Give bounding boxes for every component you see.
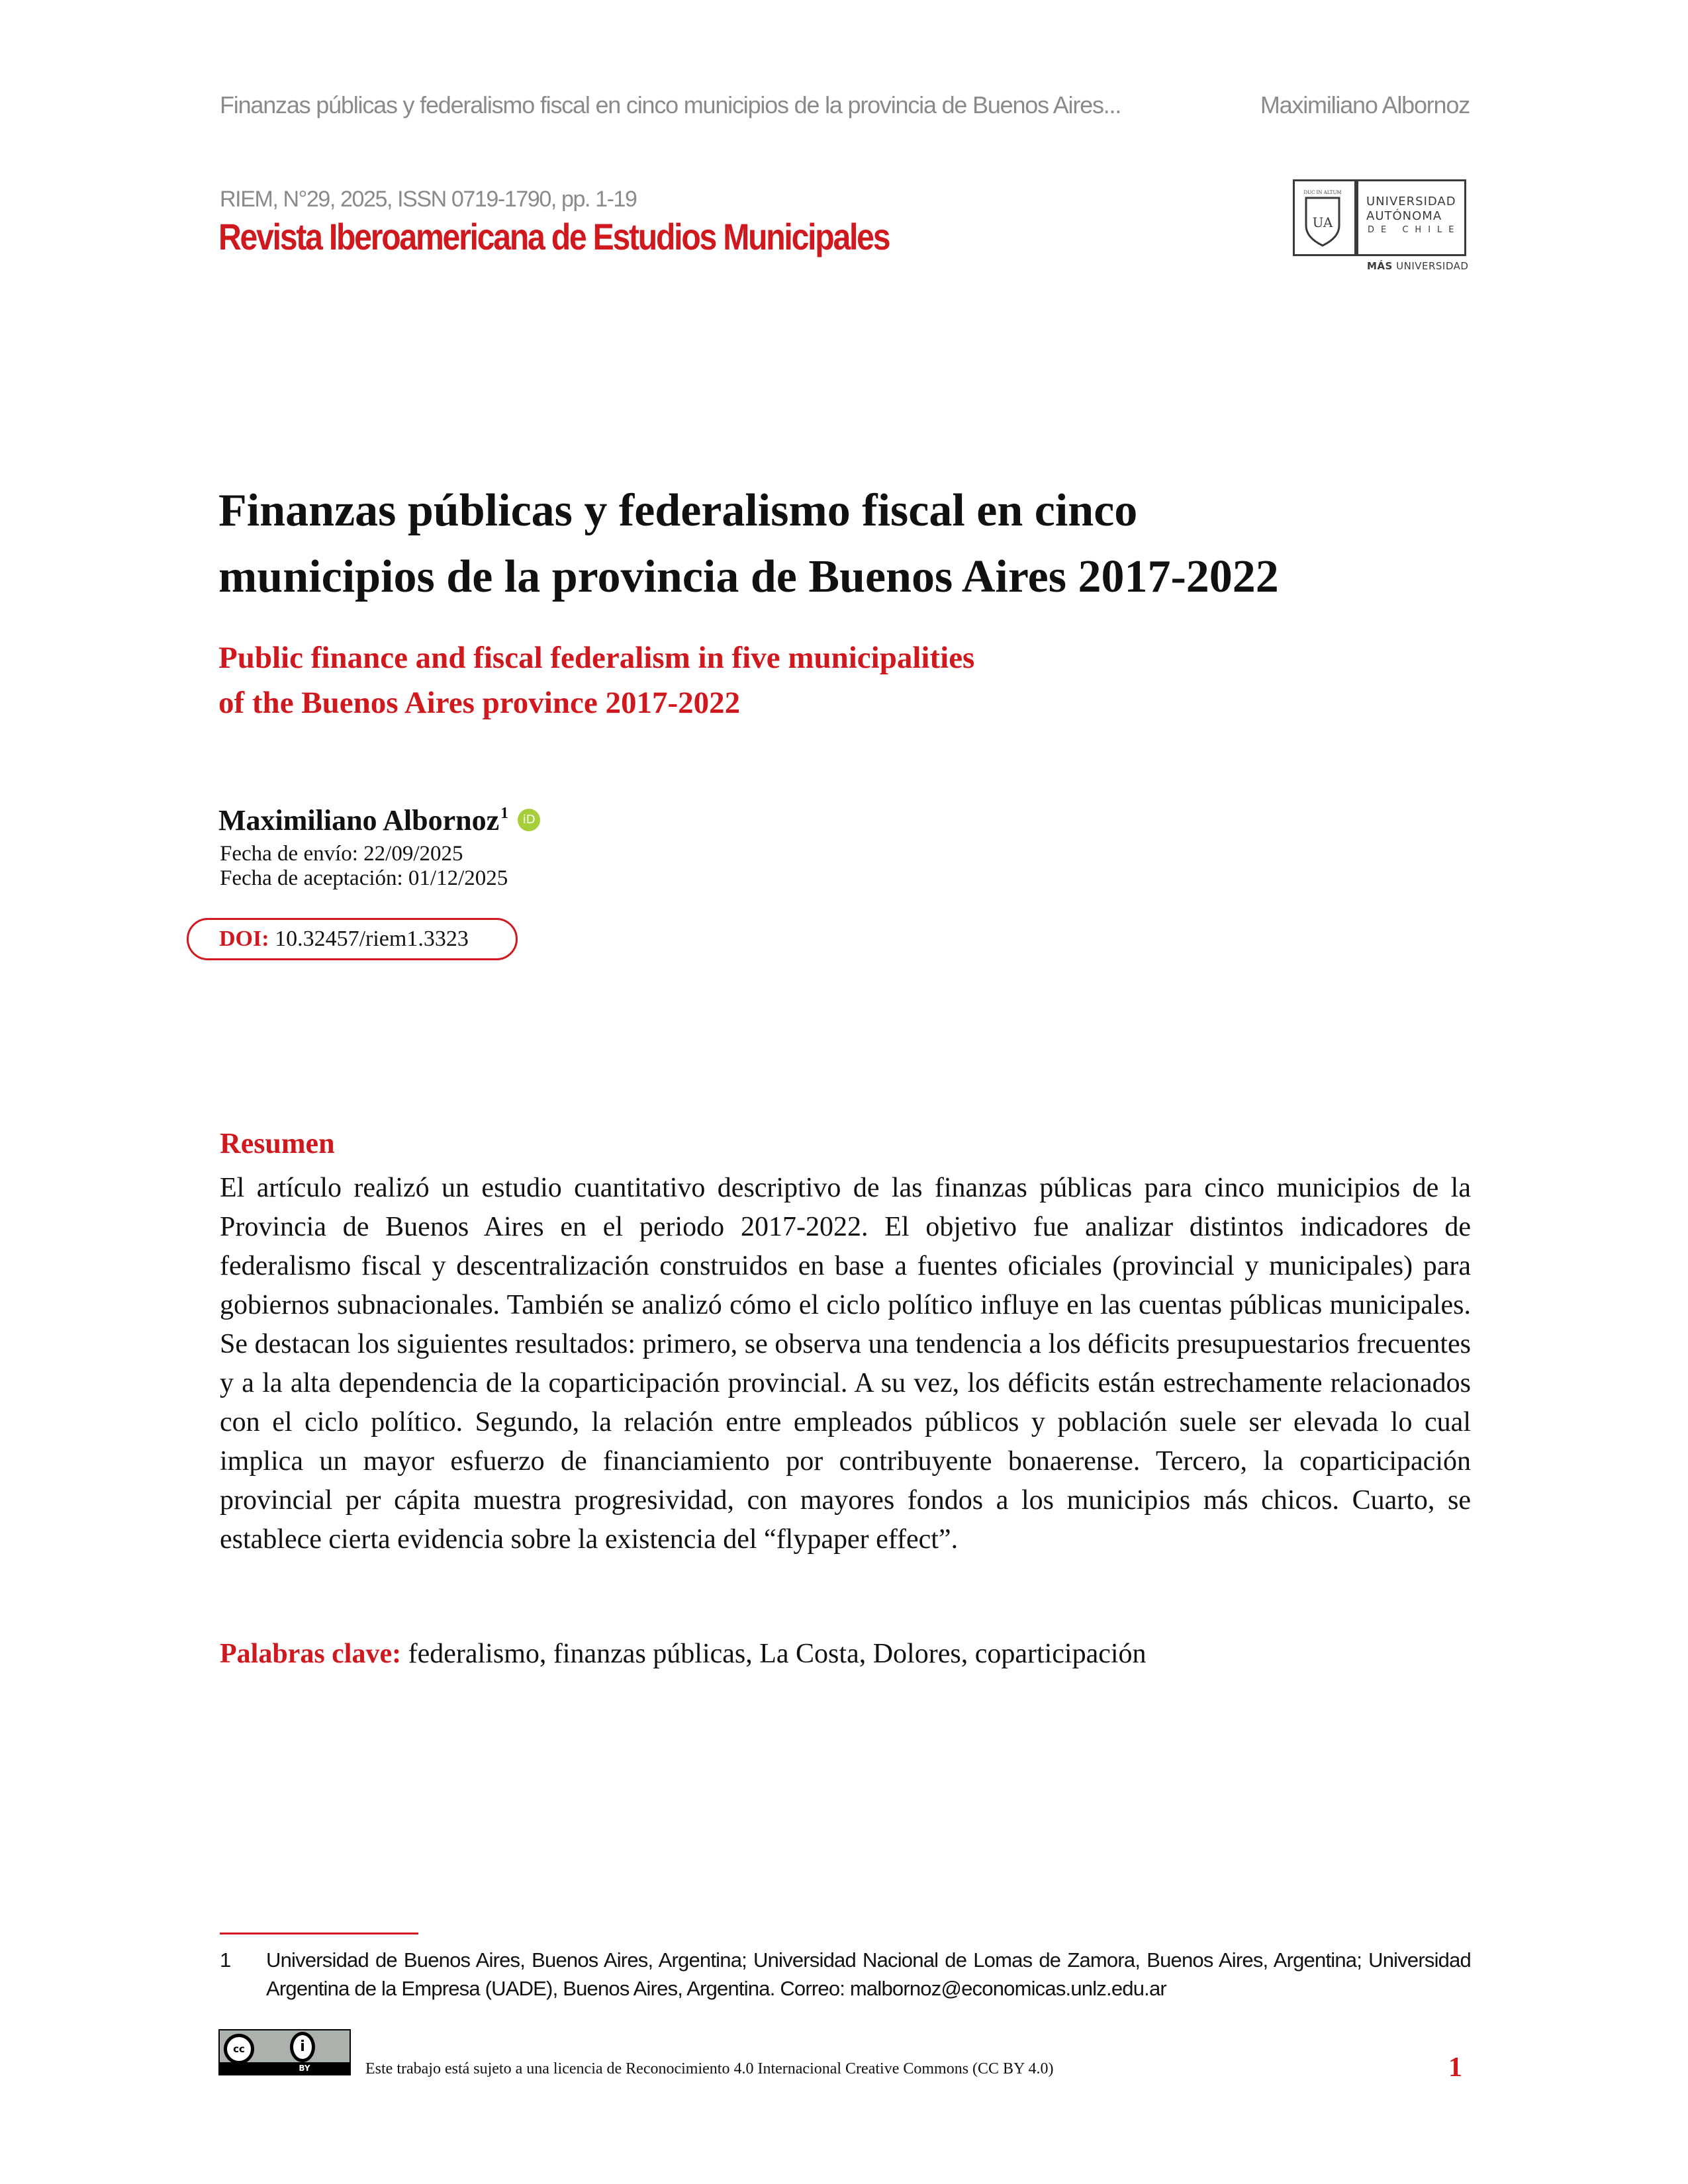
title-es-line1: Finanzas públicas y federalismo fiscal en cinco (218, 485, 1138, 536)
journal-meta: RIEM, N°29, 2025, ISSN 0719-1790, pp. 1-19 (220, 187, 637, 212)
university-name-line1: UNIVERSIDAD (1366, 195, 1456, 208)
running-header (220, 91, 1470, 124)
cc-by-badge[interactable] (218, 2029, 351, 2075)
footnote-number: 1 (220, 1948, 231, 1972)
author-footnote-mark[interactable]: 1 (500, 805, 509, 822)
keywords-list: federalismo, finanzas públicas, La Costa, Dolores, coparticipación (408, 1639, 1147, 1669)
tagline-rest: UNIVERSIDAD (1396, 260, 1469, 272)
submitted-date: Fecha de envío: 22/09/2025 (220, 842, 463, 866)
license-text: Este trabajo está sujeto a una licencia de Reconocimiento 4.0 Internacional Creative Commons (CC BY 4.0) (365, 2060, 1054, 2077)
cc-icon: cc (224, 2034, 254, 2064)
university-name-box (1356, 179, 1466, 256)
university-name-line3: DE CHILE (1368, 225, 1461, 235)
running-header-title: Finanzas públicas y federalismo fiscal en cinco municipios de la provincia de Buenos Aires... (220, 91, 1121, 118)
abstract-heading: Resumen (220, 1127, 335, 1160)
keywords-label: Palabras clave: (220, 1639, 402, 1669)
university-logo (1293, 179, 1472, 275)
shield-initials: UA (1312, 214, 1333, 230)
title-en-line1: Public finance and fiscal federalism in five municipalities (218, 641, 975, 675)
running-header-author: Maximiliano Albornoz (1260, 91, 1470, 118)
author-line (218, 803, 540, 837)
orcid-icon[interactable]: iD (518, 809, 540, 831)
footnote (220, 1946, 1471, 2003)
accepted-date: Fecha de aceptación: 01/12/2025 (220, 866, 508, 890)
author-name: Maximiliano Albornoz (218, 804, 500, 837)
doi-badge[interactable] (187, 918, 518, 960)
article-title-english (218, 635, 1278, 725)
article-title-spanish (218, 478, 1476, 610)
page-number: 1 (1448, 2052, 1462, 2083)
title-en-line2: of the Buenos Aires province 2017-2022 (218, 686, 741, 720)
submission-dates (220, 842, 508, 891)
university-name-line2: AUTÓNOMA (1366, 209, 1442, 223)
shield-motto: DUC IN ALTUM (1303, 190, 1342, 195)
university-tagline (1367, 260, 1468, 272)
abstract-text: El artículo realizó un estudio cuantitativo descriptivo de las finanzas públicas para cinco municipios de la Provincia de Buenos Aires en el periodo 2017-2022. El objetivo fue analizar distintos indicadores de federalismo fiscal y descentralización construidos en base a fuentes oficiales (provincial y municipales) para gobiernos subnacionales. También se analizó cómo el ciclo político influye en las cuentas públicas municipales. Se destacan los siguientes resultados: primero, se observa una tendencia a los déficits presupuestarios frecuentes y a la alta dependencia de la coparticipación provincial. A su vez, los déficits están estrechamente relacionados con el ciclo político. Segundo, la relación entre empleados públicos y población suele ser elevada lo cual implica un mayor esfuerzo de financiamiento por contribuyente bonaerense. Tercero, la coparticipación provincial per cápita muestra progresividad, con mayores fondos a los municipios más chicos. Cuarto, se establece cierta evidencia sobre la existencia del “flypaper effect”. (220, 1173, 1471, 1555)
shield-box (1293, 179, 1356, 256)
footnote-divider (220, 1933, 418, 1934)
journal-name: Revista Iberoamericana de Estudios Municipales (218, 216, 890, 257)
footnote-text: Universidad de Buenos Aires, Buenos Aires, Argentina; Universidad Nacional de Lomas de Zamora, Buenos Aires, Argentina; Universidad Argentina de la Empresa (UADE), Buenos Aires, Argentina. Correo: malbornoz@economicas.unlz.edu.ar (266, 1948, 1471, 2000)
shield-icon (1293, 179, 1352, 252)
keywords (220, 1638, 1147, 1670)
title-es-line2: municipios de la provincia de Buenos Aires 2017-2022 (218, 551, 1279, 602)
doi-link[interactable]: 10.32457/riem1.3323 (275, 927, 469, 951)
tagline-bold: MÁS (1367, 260, 1393, 272)
by-label: BY (220, 2062, 350, 2074)
attribution-person-icon: i (290, 2032, 315, 2062)
doi-label: DOI: (219, 927, 269, 951)
